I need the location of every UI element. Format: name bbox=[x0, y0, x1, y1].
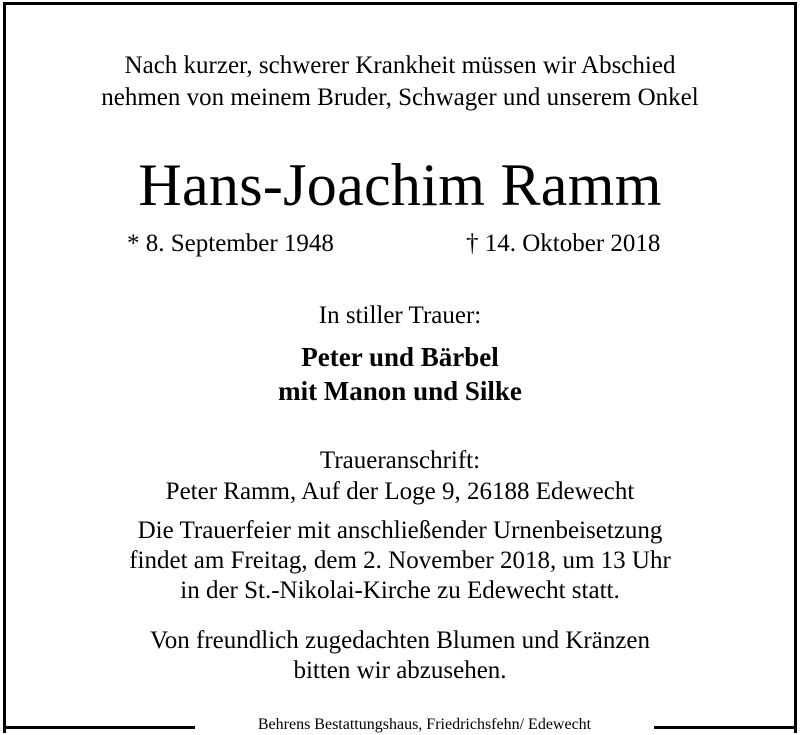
funeral-line-1: Die Trauerfeier mit anschließender Urnenbeisetzung bbox=[137, 517, 663, 544]
flowers-line-1: Von freundlich zugedachten Blumen und Kränzen bbox=[149, 627, 651, 654]
intro-line-1: Nach kurzer, schwerer Krankheit müssen wir Abschied bbox=[124, 52, 676, 79]
address-value: Peter Ramm, Auf der Loge 9, 26188 Edewecht bbox=[165, 478, 635, 505]
footer-rule-left bbox=[3, 726, 195, 729]
funeral-line-2: findet am Freitag, dem 2. November 2018, um 13 Uhr bbox=[129, 547, 671, 574]
family-line-2: mit Manon und Silke bbox=[278, 376, 522, 406]
intro-text bbox=[0, 50, 800, 114]
flowers-line-2: bitten wir abzusehen. bbox=[293, 657, 507, 684]
footer bbox=[0, 715, 800, 735]
address-label: Traueranschrift: bbox=[319, 447, 481, 474]
mourning-address bbox=[0, 445, 800, 507]
undertaker-credit: Behrens Bestattungshaus, Friedrichsfehn/ Edewecht bbox=[257, 716, 592, 733]
funeral-details bbox=[0, 516, 800, 606]
footer-rule-right bbox=[654, 726, 797, 729]
deceased-name: Hans-Joachim Ramm bbox=[138, 152, 662, 218]
funeral-line-3: in der St.-Nikolai-Kirche zu Edewecht statt. bbox=[180, 577, 620, 604]
flowers-note bbox=[0, 626, 800, 686]
death-date: † 14. Oktober 2018 bbox=[466, 230, 661, 257]
family-line-1: Peter und Bärbel bbox=[301, 342, 499, 372]
mourners-family bbox=[0, 340, 800, 408]
birth-date: * 8. September 1948 bbox=[127, 230, 334, 257]
intro-line-2: nehmen von meinem Bruder, Schwager und unserem Onkel bbox=[101, 84, 699, 111]
mourning-label: In stiller Trauer: bbox=[318, 302, 482, 329]
